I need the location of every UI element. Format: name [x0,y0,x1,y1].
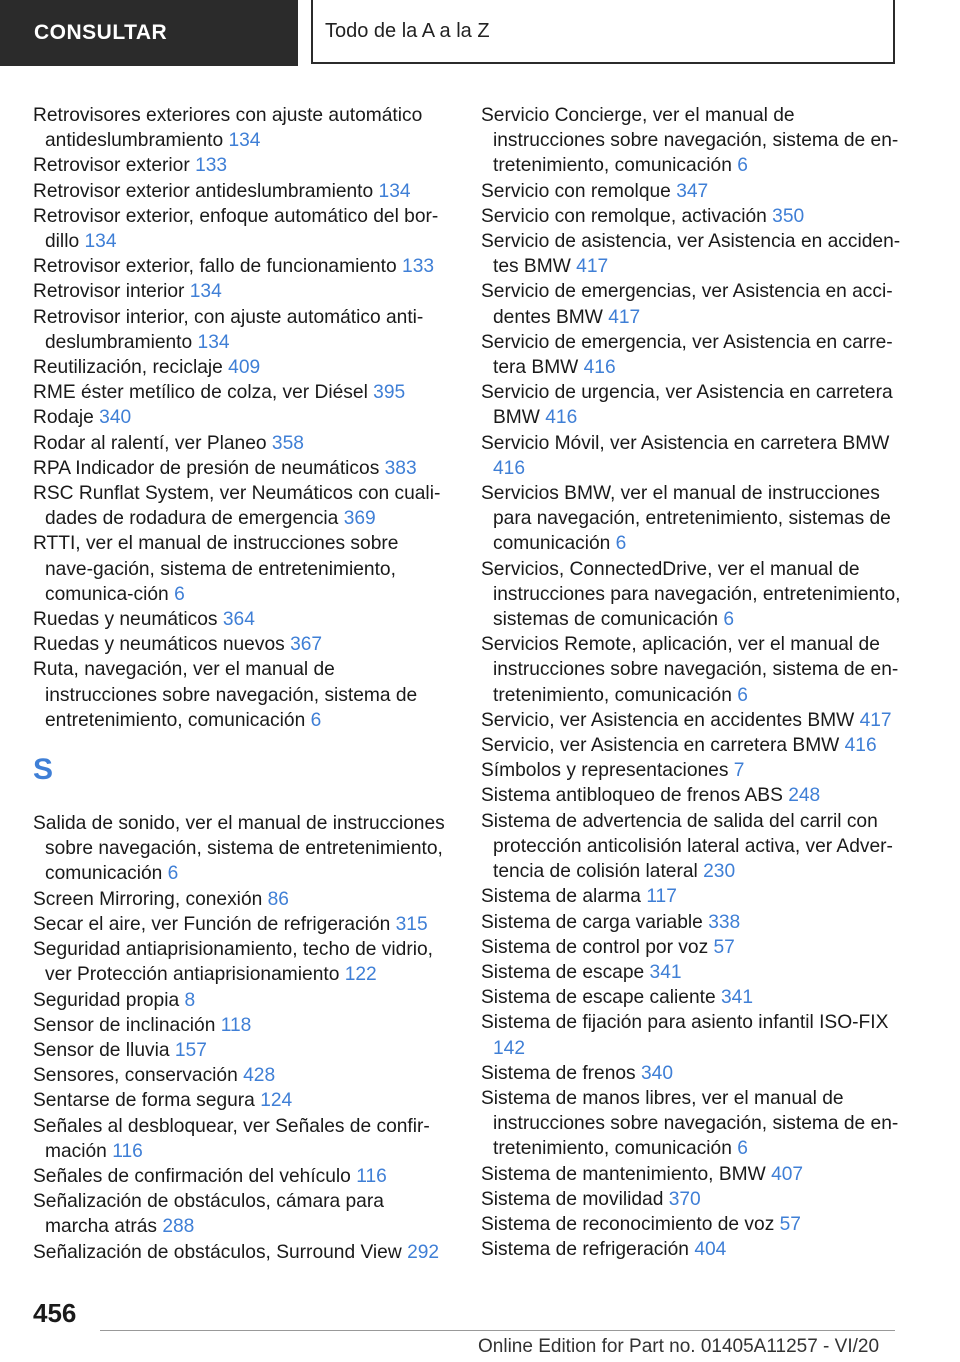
chapter-title: Todo de la A a la Z [311,0,895,64]
index-page-link[interactable]: 134 [378,180,411,202]
index-entry [481,708,901,733]
index-entry [481,380,901,430]
index-entry [33,103,451,153]
index-page-link[interactable]: 134 [189,281,222,303]
index-entry-text: Servicio con remolque, activación [481,205,767,227]
index-entry [481,758,901,783]
index-entry-text: Servicio Móvil, ver Asistencia en carretera BMW [481,432,890,454]
index-page-link[interactable]: 6 [723,609,735,631]
index-group-s-continued [481,103,901,1262]
index-entry-text: Sistema de alarma [481,886,641,908]
index-entry-text: Servicios, ConnectedDrive, ver el manual de instrucciones para navegación, entretenimiento, sistemas de comunicación [481,558,901,631]
index-page-link[interactable]: 395 [373,382,406,404]
index-entry [33,811,451,887]
index-page-link[interactable]: 230 [703,861,736,883]
index-entry [481,557,901,633]
index-page-link[interactable]: 417 [859,709,892,731]
index-entry-text: Salida de sonido, ver el manual de instrucciones sobre navegación, sistema de entretenimiento, comunicación [33,813,445,885]
index-page-link[interactable]: 315 [395,913,428,935]
index-group-s [33,811,451,1265]
index-page-link[interactable]: 416 [844,735,877,757]
index-page-link[interactable]: 417 [608,306,641,328]
index-page-link[interactable]: 134 [228,130,261,152]
index-entry-text: Señales de confirmación del vehículo [33,1165,351,1187]
index-entry [481,1237,901,1262]
index-page-link[interactable]: 6 [174,583,185,605]
index-page-link[interactable]: 57 [779,1213,801,1235]
index-page-link[interactable]: 6 [310,709,322,731]
index-page-link[interactable]: 416 [545,407,578,429]
index-entry [33,254,451,279]
edition-note: Online Edition for Part no. 01405A11257 - VI/20 [478,1336,880,1357]
index-entry [33,355,451,380]
index-entry-text: Retrovisor exterior [33,155,190,177]
index-entry [33,1164,451,1189]
index-entry [33,1114,451,1164]
index-page-link[interactable]: 341 [649,961,682,983]
index-entry-text: Ruedas y neumáticos nuevos [33,634,285,656]
index-page-link[interactable]: 122 [344,964,377,986]
index-entry [481,884,901,909]
index-entry [33,481,451,531]
index-page-link[interactable]: 358 [271,432,304,454]
index-entry [481,179,901,204]
index-entry [33,937,451,987]
index-entry [481,1187,901,1212]
index-page-link[interactable]: 134 [84,231,117,253]
index-entry-text: Servicios BMW, ver el manual de instrucciones para navegación, entretenimiento, sistemas de comunicación [481,483,891,555]
index-page-link[interactable]: 133 [402,256,435,278]
index-page-link[interactable]: 364 [222,609,255,631]
index-page-link[interactable]: 416 [493,457,526,479]
index-page-link[interactable]: 341 [721,987,754,1009]
index-entry-text: RPA Indicador de presión de neumáticos [33,457,380,479]
index-entry [481,733,901,758]
index-entry [481,632,901,708]
index-page-link[interactable]: 347 [676,180,709,202]
index-entry [481,960,901,985]
index-entry [33,153,451,178]
index-page-link[interactable]: 6 [167,863,179,885]
index-entry [481,481,901,557]
index-entry [33,531,451,607]
index-entry-text: Ruta, navegación, ver el manual de instrucciones sobre navegación, sistema de entretenimiento, comunicación [33,659,418,731]
index-entry [33,1038,451,1063]
index-page-link[interactable]: 428 [243,1065,276,1087]
page-header [0,0,960,66]
index-entry-text: Sistema de manos libres, ver el manual de instrucciones sobre navegación, sistema de en-tretenimiento, comunicación [481,1087,899,1160]
index-entry-text: Sistema de escape caliente [481,987,716,1009]
index-entry-text: RTTI, ver el manual de instrucciones sobre nave-gación, sistema de entretenimiento, comunica-ción [33,533,399,605]
index-page-link[interactable]: 416 [583,357,616,379]
index-page-link[interactable]: 370 [668,1188,701,1210]
index-entry-text: Sensor de inclinación [33,1014,216,1036]
index-page-link[interactable]: 6 [615,533,627,555]
index-page-link[interactable]: 86 [267,888,289,910]
index-entry-text: RSC Runflat System, ver Neumáticos con cuali-dades de rodadura de emergencia [33,483,441,530]
index-entry-text: Servicio de emergencias, ver Asistencia en acci-dentes BMW [481,281,893,328]
index-page-link[interactable]: 8 [184,989,196,1011]
index-entry [33,204,451,254]
index-page-link[interactable]: 6 [737,155,748,177]
index-page-link[interactable]: 57 [713,936,735,958]
index-entry-text: Servicio con remolque [481,180,671,202]
index-page-link[interactable]: 288 [162,1216,195,1238]
index-entry [33,1063,451,1088]
index-entry [481,935,901,960]
index-entry-text: Sistema de fijación para asiento infantil ISO-FIX [481,1012,889,1034]
index-entry-text: Sensor de lluvia [33,1039,170,1061]
index-entry-text: Servicios Remote, aplicación, ver el manual de instrucciones sobre navegación, sistema de en-tretenimiento, comunicación [481,634,899,706]
index-page-link[interactable]: 367 [290,634,323,656]
index-column-right [481,103,901,1262]
index-entry [481,809,901,885]
index-page-link[interactable]: 6 [737,684,748,706]
index-entry-text: Sistema de refrigeración [481,1239,689,1261]
section-tab: CONSULTAR [0,0,298,66]
index-entry-text: Seguridad antiaprisionamiento, techo de vidrio, ver Protección antiaprisionamiento [33,939,433,986]
index-page-link[interactable]: 350 [772,205,805,227]
index-entry [481,431,901,481]
index-entry [33,1088,451,1113]
index-page-link[interactable]: 248 [788,785,821,807]
index-page-link[interactable]: 417 [576,256,609,278]
index-entry [481,330,901,380]
index-page-link[interactable]: 383 [384,457,417,479]
index-entry [33,632,451,657]
index-entry-text: Retrovisor exterior antideslumbramiento [33,180,374,202]
index-entry [33,1013,451,1038]
index-entry-text: Seguridad propia [33,989,180,1011]
index-entry [33,305,451,355]
index-entry-text: Sensores, conservación [33,1065,238,1087]
index-entry-text: Sistema de control por voz [481,936,709,958]
index-entry [33,380,451,405]
index-entry-text: Retrovisor exterior, enfoque automático del bor-dillo [33,205,439,253]
index-entry [481,1212,901,1237]
index-entry [481,229,901,279]
index-entry [33,1189,451,1239]
index-entry [33,657,451,733]
index-entry [33,988,451,1013]
index-entry-text: Secar el aire, ver Función de refrigeración [33,913,391,935]
index-page-link[interactable]: 340 [641,1062,674,1084]
index-entry-text: Servicio Concierge, ver el manual de instrucciones sobre navegación, sistema de en-tretenimiento, comunicación [481,105,899,177]
index-entry [33,431,451,456]
index-entry [481,985,901,1010]
index-entry [33,912,451,937]
index-entry [481,1061,901,1086]
index-entry [33,887,451,912]
index-page-link[interactable]: 404 [694,1239,727,1261]
index-entry [33,607,451,632]
index-entry-text: Screen Mirroring, conexión [33,888,263,910]
index-entry-text: Sistema de reconocimiento de voz [481,1213,775,1235]
index-letter-heading: S [33,753,54,787]
index-page-link[interactable]: 116 [356,1165,387,1187]
index-entry-text: Retrovisores exteriores con ajuste automático antideslumbramiento [33,105,423,152]
index-entry-text: Retrovisor interior [33,281,185,303]
index-entry [481,1086,901,1162]
index-page-link[interactable]: 292 [407,1241,440,1263]
index-entry-text: Servicio, ver Asistencia en carretera BMW [481,735,840,757]
index-entry-text: Rodar al ralentí, ver Planeo [33,432,267,454]
index-entry [481,783,901,808]
index-entry-text: Retrovisor exterior, fallo de funcionamiento [33,256,397,278]
index-entry [33,1240,451,1265]
index-entry-text: Sistema de carga variable [481,911,703,933]
index-entry [481,279,901,329]
index-entry-text: Sistema de advertencia de salida del carril con protección anticolisión lateral activa, ver Adver-tencia de colisión lateral [481,810,893,883]
index-page-link[interactable]: 118 [220,1014,252,1036]
index-column-left [33,103,451,1265]
index-entry-text: Retrovisor interior, con ajuste automático anti-deslumbramiento [33,306,424,353]
index-entry-text: Reutilización, reciclaje [33,357,223,379]
index-page-link[interactable]: 340 [99,407,132,429]
index-entry [481,204,901,229]
index-page-link[interactable]: 7 [733,760,745,782]
index-entry [481,910,901,935]
index-page-link[interactable]: 369 [343,508,376,530]
index-entry-text: Sistema antibloqueo de frenos ABS [481,785,783,807]
index-entry-text: Símbolos y representaciones [481,760,729,782]
index-entry-text: Ruedas y neumáticos [33,609,218,631]
index-entry-text: Servicio de asistencia, ver Asistencia en acciden-tes BMW [481,231,901,278]
index-page-link[interactable]: 133 [195,155,228,177]
index-page-link[interactable]: 124 [260,1090,293,1112]
index-entry [481,1010,901,1060]
index-entry-text: Señales al desbloquear, ver Señales de confir-mación [33,1115,430,1162]
footer-divider [100,1330,895,1331]
index-group-r [33,103,451,733]
index-entry-text: Señalización de obstáculos, cámara para marcha atrás [33,1191,384,1238]
index-entry-text: Rodaje [33,407,94,429]
index-entry [481,103,901,179]
index-page-link[interactable]: 338 [708,911,741,933]
index-page-link[interactable]: 6 [737,1138,748,1160]
index-page-link[interactable]: 134 [197,331,230,353]
index-page-link[interactable]: 407 [771,1163,804,1185]
index-entry-text: Servicio, ver Asistencia en accidentes BMW [481,709,855,731]
index-entry-text: Sistema de mantenimiento, BMW [481,1163,766,1185]
index-entry [33,279,451,304]
index-entry-text: Servicio de emergencia, ver Asistencia en carre-tera BMW [481,331,893,379]
index-entry [33,179,451,204]
index-page-link[interactable]: 117 [646,886,677,908]
index-page-link[interactable]: 142 [493,1037,526,1059]
index-entry [33,405,451,430]
index-entry-text: Sistema de frenos [481,1062,636,1084]
index-page-link[interactable]: 116 [112,1140,143,1162]
index-entry [33,456,451,481]
index-entry-text: Señalización de obstáculos, Surround View [33,1241,402,1263]
index-entry-text: Sistema de movilidad [481,1188,664,1210]
index-page-link[interactable]: 157 [174,1039,207,1061]
index-entry-text: Servicio de urgencia, ver Asistencia en carretera BMW [481,382,893,429]
index-page-link[interactable]: 409 [228,357,261,379]
index-entry-text: RME éster metílico de colza, ver Diésel [33,382,368,404]
index-entry-text: Sistema de escape [481,961,645,983]
index-entry [481,1162,901,1187]
index-entry-text: Sentarse de forma segura [33,1090,255,1112]
page-number: 456 [33,1298,77,1328]
